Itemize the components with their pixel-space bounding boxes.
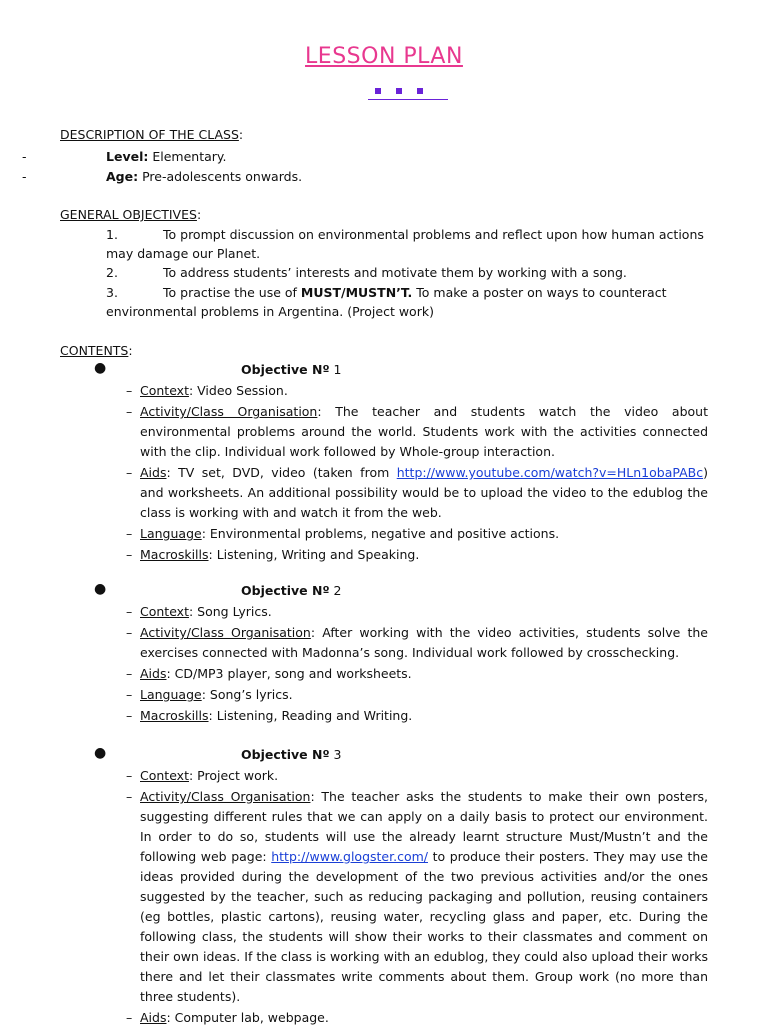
- objective-3-details: [126, 766, 708, 1029]
- age-row: [106, 169, 302, 184]
- bullet-icon: ●: [94, 581, 107, 597]
- list-item: – Aids: TV set, DVD, video (taken from http://www.youtube.com/watch?v=HLn1obaPABc) and worksheets. An additional possibility would be to upload the video to the edublog the class is working with and watch it from the web.: [126, 465, 708, 520]
- list-item: – Activity/Class Organisation: The teacher and students watch the video about environmental problems around the world. Students work with the activities connected with the clip. Individual work followed by Whole-group interaction.: [126, 404, 708, 459]
- level-label: Level:: [106, 149, 149, 164]
- list-item: – Activity/Class Organisation: After working with the video activities, students solve the exercises connected with Madonna’s song. Individual work followed by crosschecking.: [126, 625, 708, 660]
- objective-heading-2: Objective Nº 2: [241, 583, 342, 598]
- list-item: – Aids: CD/MP3 player, song and worksheets.: [126, 666, 412, 681]
- objective-1-line1: To prompt discussion on environmental problems and reflect upon how human actions: [163, 227, 704, 242]
- age-label: Age:: [106, 169, 139, 184]
- title-decoration: [368, 80, 448, 102]
- list-item: – Aids: Computer lab, webpage.: [126, 1010, 329, 1025]
- objective-3-line2: environmental problems in Argentina. (Project work): [106, 304, 434, 319]
- list-item: – Language: Environmental problems, negative and positive actions.: [126, 526, 560, 541]
- level-value: Elementary.: [152, 149, 227, 164]
- level-row: [106, 149, 226, 164]
- must-mustnt: MUST/MUSTN’T.: [300, 285, 413, 300]
- list-item: – Context: Song Lyrics.: [126, 604, 272, 619]
- page-title: LESSON PLAN: [305, 44, 463, 69]
- bullet-icon: ●: [94, 360, 107, 376]
- objective-3-num: 3.: [106, 285, 118, 300]
- objective-2-line1: To address students’ interests and motivate them by working with a song.: [163, 265, 627, 280]
- level-dash: -: [22, 149, 27, 164]
- objective-3-line1: To practise the use of MUST/MUSTN’T. To make a poster on ways to counteract: [163, 285, 667, 300]
- objective-1-line2: may damage our Planet.: [106, 246, 261, 261]
- objective-1-details: [126, 381, 708, 566]
- youtube-link[interactable]: http://www.youtube.com/watch?v=HLn1obaPABc: [396, 465, 704, 480]
- contents-heading-row: CONTENTS:: [60, 343, 133, 358]
- list-item: – Macroskills: Listening, Writing and Speaking.: [126, 547, 420, 562]
- list-item: – Context: Project work.: [126, 768, 279, 783]
- list-item: – Context: Video Session.: [126, 383, 288, 398]
- list-item: – Activity/Class Organisation: The teacher asks the students to make their own posters, suggesting different rules that we can apply on a daily basis to protect our environment. In order to do so, students will use the already learnt structure Must/Mustn’t and the following web page: http://www.glogster.com/ to produce their posters. They may use the ideas provided during the development of the two previous activities and/or the ones suggested by the teacher, such as reducing packaging and pollution, reusing containers (eg bottles, plastic cartons), reusing water, recycling glass and paper, etc. During the following class, the students will show their works to their classmates and comment on their own ideas. If the class is working with an edublog, they could also upload their works there and let their classmates write comments about them. Group work (no more than three students).: [126, 789, 708, 1004]
- description-heading-row: DESCRIPTION OF THE CLASS:: [60, 127, 244, 142]
- age-dash: -: [22, 169, 27, 184]
- list-item: – Language: Song’s lyrics.: [126, 687, 293, 702]
- bullet-icon: ●: [94, 745, 107, 761]
- glogster-link[interactable]: http://www.glogster.com/: [271, 849, 428, 864]
- objective-heading-1: Objective Nº 1: [241, 362, 342, 377]
- objective-heading-3: Objective Nº 3: [241, 747, 342, 762]
- objectives-heading: GENERAL OBJECTIVES: [60, 207, 197, 222]
- objectives-heading-row: GENERAL OBJECTIVES:: [60, 207, 202, 222]
- contents-heading: CONTENTS: [60, 343, 129, 358]
- objective-1-num: 1.: [106, 227, 118, 242]
- objective-2-details: [126, 602, 708, 727]
- objective-2-num: 2.: [106, 265, 118, 280]
- description-heading: DESCRIPTION OF THE CLASS: [60, 127, 239, 142]
- age-value: Pre-adolescents onwards.: [142, 169, 303, 184]
- list-item: – Macroskills: Listening, Reading and Writing.: [126, 708, 413, 723]
